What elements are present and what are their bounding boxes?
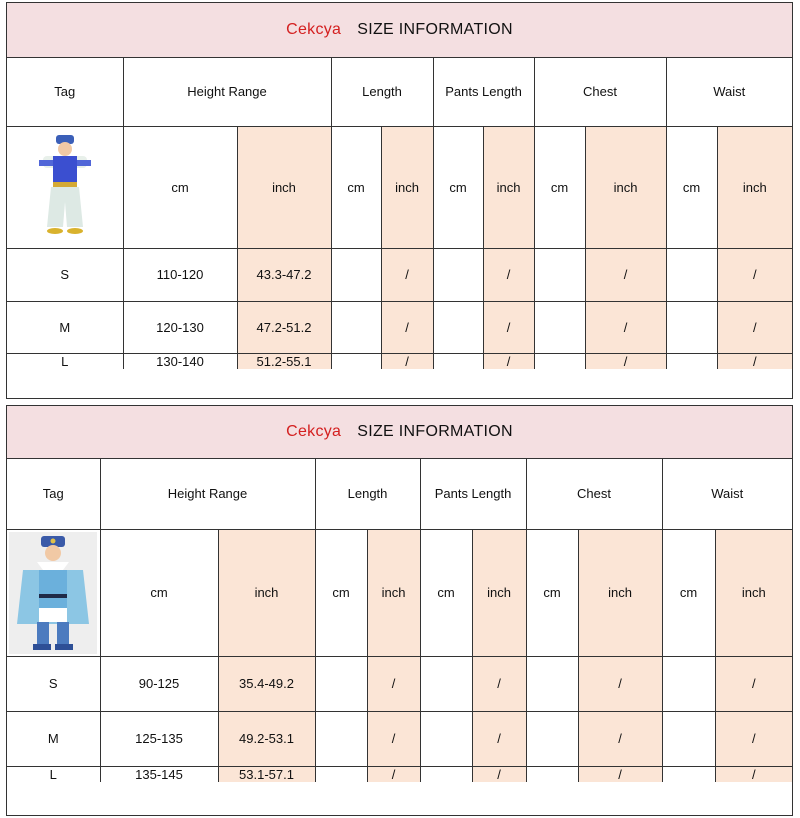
pants-cm-unit: cm <box>433 126 483 248</box>
height-cm-value: 135-145 <box>100 766 218 782</box>
length-cm-value <box>315 711 367 766</box>
chest-inch-unit: inch <box>585 126 666 248</box>
pants-inch-value: / <box>472 766 526 782</box>
size-tag: S <box>7 248 123 301</box>
chest-inch-value: / <box>585 353 666 369</box>
length-cm-unit: cm <box>331 126 381 248</box>
size-table <box>7 459 792 782</box>
pants-inch-value: / <box>472 711 526 766</box>
waist-inch-unit: inch <box>717 126 792 248</box>
height-range-header: Height Range <box>100 459 315 529</box>
length-inch-unit: inch <box>381 126 433 248</box>
length-inch-value: / <box>367 766 420 782</box>
costume-illustration-icon <box>35 132 95 242</box>
chart-title: SIZE INFORMATION <box>357 21 513 38</box>
chest-inch-value: / <box>585 248 666 301</box>
waist-cm-value <box>666 248 717 301</box>
length-cm-value <box>331 301 381 353</box>
chest-header: Chest <box>534 58 666 126</box>
waist-cm-value <box>662 711 715 766</box>
height-cm-value: 130-140 <box>123 353 237 369</box>
height-cm-value: 110-120 <box>123 248 237 301</box>
waist-header: Waist <box>666 58 792 126</box>
pants-cm-value <box>433 301 483 353</box>
length-cm-value <box>315 656 367 711</box>
height-inch-unit: inch <box>237 126 331 248</box>
height-cm-unit: cm <box>100 529 218 656</box>
height-cm-value: 90-125 <box>100 656 218 711</box>
waist-inch-value: / <box>717 353 792 369</box>
height-cm-value: 125-135 <box>100 711 218 766</box>
chest-cm-value <box>534 301 585 353</box>
chart-header <box>7 406 792 459</box>
pants-cm-unit: cm <box>420 529 472 656</box>
height-inch-unit: inch <box>218 529 315 656</box>
pants-inch-unit: inch <box>483 126 534 248</box>
chest-cm-value <box>534 248 585 301</box>
size-tag: S <box>7 656 100 711</box>
chest-header: Chest <box>526 459 662 529</box>
table-row <box>7 248 792 301</box>
tag-header: Tag <box>7 58 123 126</box>
pants-inch-value: / <box>483 301 534 353</box>
size-tag: M <box>7 301 123 353</box>
pants-cm-value <box>433 248 483 301</box>
table-row <box>7 656 792 711</box>
length-header: Length <box>331 58 433 126</box>
pants-inch-value: / <box>483 353 534 369</box>
height-range-header: Height Range <box>123 58 331 126</box>
pants-cm-value <box>420 656 472 711</box>
waist-cm-value <box>666 353 717 369</box>
length-inch-value: / <box>367 711 420 766</box>
height-inch-value: 49.2-53.1 <box>218 711 315 766</box>
size-tag: L <box>7 353 123 369</box>
chest-cm-value <box>526 766 578 782</box>
chest-inch-value: / <box>578 656 662 711</box>
height-inch-value: 35.4-49.2 <box>218 656 315 711</box>
table-row <box>7 301 792 353</box>
length-cm-value <box>315 766 367 782</box>
pants-inch-unit: inch <box>472 529 526 656</box>
brand-name: Cekcya <box>286 423 342 440</box>
waist-cm-value <box>662 766 715 782</box>
length-inch-value: / <box>367 656 420 711</box>
chart-title: SIZE INFORMATION <box>357 423 513 440</box>
height-inch-value: 43.3-47.2 <box>237 248 331 301</box>
costume-photo <box>7 529 100 656</box>
pants-cm-value <box>420 766 472 782</box>
chest-inch-value: / <box>578 766 662 782</box>
waist-inch-value: / <box>715 711 792 766</box>
pants-length-header: Pants Length <box>433 58 534 126</box>
table-row <box>7 711 792 766</box>
height-cm-unit: cm <box>123 126 237 248</box>
waist-inch-value: / <box>717 248 792 301</box>
chest-inch-value: / <box>585 301 666 353</box>
costume-photo <box>7 126 123 248</box>
size-chart-2 <box>6 405 793 816</box>
length-inch-value: / <box>381 248 433 301</box>
chart-header <box>7 3 792 58</box>
pants-inch-value: / <box>483 248 534 301</box>
height-inch-value: 47.2-51.2 <box>237 301 331 353</box>
length-header: Length <box>315 459 420 529</box>
waist-inch-unit: inch <box>715 529 792 656</box>
size-chart-1 <box>6 2 793 399</box>
height-cm-value: 120-130 <box>123 301 237 353</box>
tag-header: Tag <box>7 459 100 529</box>
pants-length-header: Pants Length <box>420 459 526 529</box>
length-inch-value: / <box>381 301 433 353</box>
length-cm-value <box>331 248 381 301</box>
chest-cm-value <box>526 656 578 711</box>
waist-cm-value <box>666 301 717 353</box>
chest-cm-value <box>526 711 578 766</box>
length-cm-unit: cm <box>315 529 367 656</box>
pants-inch-value: / <box>472 656 526 711</box>
height-inch-value: 51.2-55.1 <box>237 353 331 369</box>
waist-cm-unit: cm <box>666 126 717 248</box>
pants-cm-value <box>433 353 483 369</box>
prince-costume-illustration-icon <box>9 532 97 654</box>
brand-name: Cekcya <box>286 21 342 38</box>
length-inch-value: / <box>381 353 433 369</box>
size-tag: L <box>7 766 100 782</box>
waist-inch-value: / <box>715 766 792 782</box>
chest-cm-unit: cm <box>526 529 578 656</box>
length-cm-value <box>331 353 381 369</box>
waist-inch-value: / <box>715 656 792 711</box>
chest-inch-value: / <box>578 711 662 766</box>
size-tag: M <box>7 711 100 766</box>
height-inch-value: 53.1-57.1 <box>218 766 315 782</box>
pants-cm-value <box>420 711 472 766</box>
chest-cm-unit: cm <box>534 126 585 248</box>
size-table <box>7 58 792 369</box>
length-inch-unit: inch <box>367 529 420 656</box>
table-row <box>7 766 792 782</box>
table-row <box>7 353 792 369</box>
waist-header: Waist <box>662 459 792 529</box>
chest-inch-unit: inch <box>578 529 662 656</box>
waist-inch-value: / <box>717 301 792 353</box>
waist-cm-value <box>662 656 715 711</box>
waist-cm-unit: cm <box>662 529 715 656</box>
chest-cm-value <box>534 353 585 369</box>
